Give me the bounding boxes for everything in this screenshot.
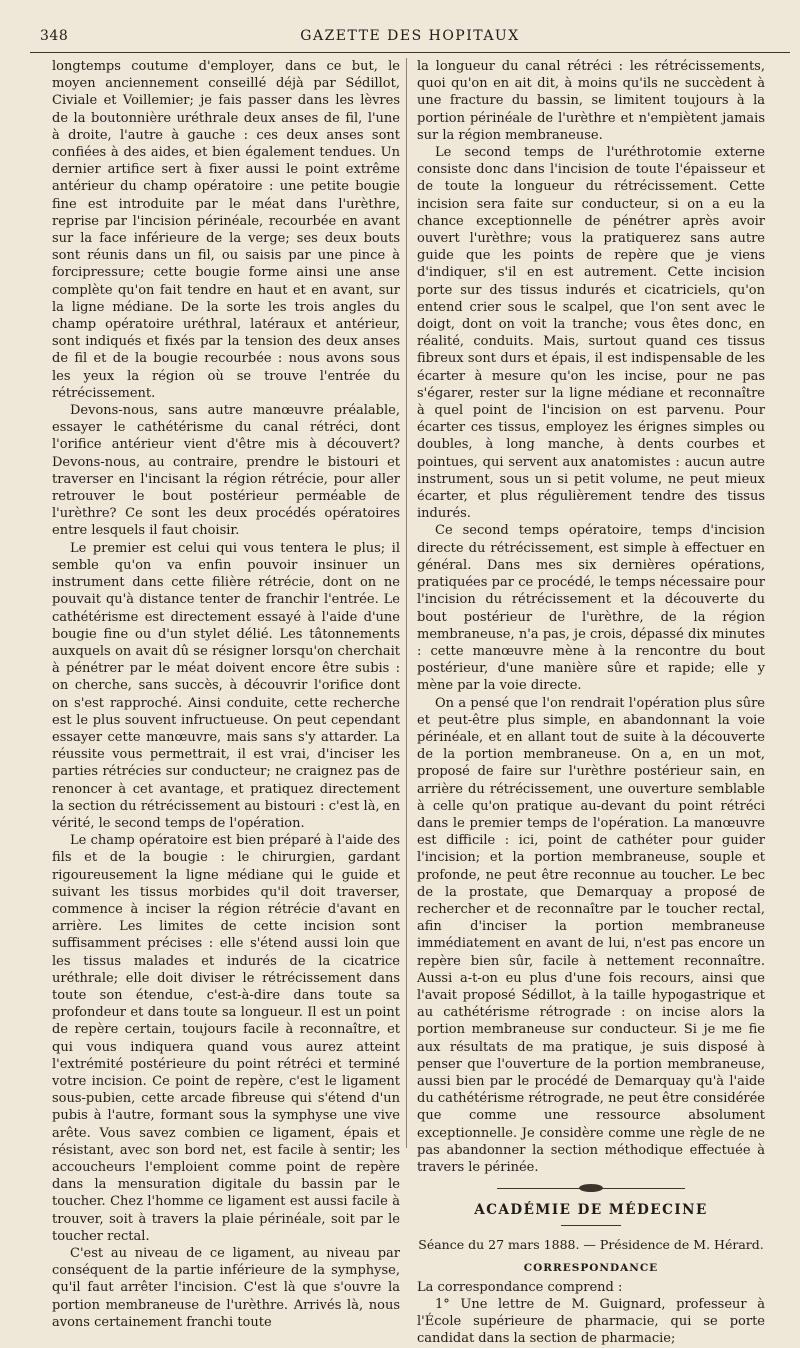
right-column	[417, 58, 765, 1348]
paragraph: longtemps coutume d'employer, dans ce but, le moyen anciennement conseillé déjà par Sédillot, Civiale et Voillemier; je fais passer dans les lèvres de la boutonnière uréthrale deux anses de fil, l'une à droite, l'autre à gauche : ces deux anses sont confiées à des aides, et bien également tendues. Un dernier artifice sert à fixer aussi le point extrême antérieur du champ opératoire : une petite bougie fine est introduite par le méat dans l'urèthre, reprise par l'incision périnéale, recourbée en avant sur la face inférieure de la verge; ses deux bouts sont réunis dans un fil, ou saisis par une pince à forcipressure; cette bougie forme ainsi une anse complète qu'on fait tendre en haut et en avant, sur la ligne médiane. De la sorte les trois angles du champ opératoire uréthral, latéraux et antérieur, sont indiqués et fixés par la tension des deux anses de fil et de la bougie recourbée : nous avons sous les yeux la région où se trouve l'entrée du rétrécissement.	[52, 59, 400, 401]
paragraph: Ce second temps opératoire, temps d'incision directe du rétrécissement, est simple à effectuer en général. Dans mes six dernières opérations, pratiquées par ce procédé, le temps nécessaire pour l'incision du rétrécissement et la découverte du bout postérieur de l'urèthre, de la région membraneuse, n'a pas, je crois, dépassé dix minutes : cette manœuvre mène à la rencontre du bout postérieur, d'une manière sûre et rapide; elle y mène par la voie directe.	[417, 523, 765, 694]
column-divider	[406, 58, 407, 1148]
session-line: Séance du 27 mars 1888. — Présidence de M. Hérard.	[418, 1237, 764, 1253]
paragraph: 1° Une lettre de M. Guignard, professeur à l'École supérieure de pharmacie, qui se porte candidat dans la section de pharmacie;	[417, 1297, 765, 1347]
section-separator	[417, 1176, 765, 1202]
paragraph: Le champ opératoire est bien préparé à l'aide des fils et de la bougie : le chirurgien, gardant rigoureusement la ligne médiane qui le guide et suivant les tissus morbides qu'il doit traverser, commence à inciser la région rétrécie d'avant en arrière. Les limites de cette incision sont suffisamment précises : elle s'étend aussi loin que les tissus malades et indurés de la cicatrice uréthrale; elle doit diviser le rétrécissement dans toute son étendue, c'est-à-dire dans toute sa profondeur et dans toute sa longueur. Il est un point de repère certain, toujours facile à reconnaître, et qui vous indiquera quand vous aurez atteint l'extrémité postérieure du point rétréci et terminé votre incision. Ce point de repère, c'est le ligament sous-pubien, cette arcade fibreuse qui s'étend d'un pubis à l'autre, formant sous la symphyse une vive arête. Vous savez combien ce ligament, épais et résistant, avec son bord net, est facile à sentir; les accoucheurs l'emploient comme point de repère dans la mensuration digitale du bassin par le toucher. Chez l'homme ce ligament est aussi facile à trouver, soit à travers la plaie périnéale, soit par le toucher rectal.	[52, 833, 400, 1244]
paragraph: Devons-nous, sans autre manœuvre préalable, essayer le cathétérisme du canal rétréci, dont l'orifice antérieur vient d'être mis à découvert? Devons-nous, au contraire, prendre le bistouri et traverser en l'incisant la région rétrécie, pour aller retrouver le bout postérieur perméable de l'urèthre? Ce sont les deux procédés opératoires entre lesquels il faut choisir.	[52, 403, 400, 539]
header-rule	[30, 52, 790, 53]
section-title: ACADÉMIE DE MÉDECINE	[474, 1202, 708, 1219]
correspondence-heading: CORRESPONDANCE	[523, 1261, 659, 1274]
separator-ornament	[579, 1184, 603, 1192]
left-column	[52, 58, 400, 1331]
paragraph: C'est au niveau de ce ligament, au niveau par conséquent de la partie inférieure de la symphyse, qu'il faut arrêter l'incision. C'est là que s'ouvre la portion membraneuse de l'urèthre. Arrivés là, nous avons certainement franchi toute	[52, 1246, 400, 1330]
running-title: GAZETTE DES HOPITAUX	[300, 28, 520, 44]
paragraph: la longueur du canal rétréci : les rétrécissements, quoi qu'on en ait dit, à moins qu'ils ne succèdent à une fracture du bassin, se limitent toujours à la portion périnéale de l'urèthre et n'empiètent jamais sur la région membraneuse.	[417, 59, 765, 143]
paragraph: On a pensé que l'on rendrait l'opération plus sûre et peut-être plus simple, en abandonnant la voie périnéale, et en allant tout de suite à la découverte de la portion membraneuse. On a, en un mot, proposé de faire sur l'urèthre postérieur sain, en arrière du rétrécissement, une ouverture semblable à celle qu'on pratique au-devant du point rétréci dans le premier temps de l'opération. La manœuvre est difficile : ici, point de cathéter pour guider l'incision; et la portion membraneuse, souple et profonde, ne peut être reconnue au toucher. Le bec de la prostate, que Demarquay a proposé de rechercher et de reconnaître par le toucher rectal, afin d'inciser la portion membraneuse immédiatement en avant de lui, n'est pas encore un repère bien sûr, facile à nettement reconnaître. Aussi a-t-on eu plus d'une fois recours, ainsi que l'avait proposé Sédillot, à la taille hypogastrique et au cathétérisme rétrograde : on incise alors la portion membraneuse sur conducteur. Si je me fie aux résultats de ma pratique, je suis disposé à penser que l'ouverture de la portion membraneuse, aussi bien par le procédé de Demarquay qu'à l'aide du cathétérisme rétrograde, ne peut être considérée que comme une ressource absolument exceptionnelle. Je considère comme une règle de ne pas abandonner la section méthodique effectuée à travers le périnée.	[417, 695, 765, 1175]
paragraph: La correspondance comprend :	[417, 1279, 623, 1295]
page-header	[30, 26, 790, 48]
paragraph: Le premier est celui qui vous tentera le plus; il semble qu'on va enfin pouvoir insinuer un instrument dans cette filière rétrécie, dont on ne pouvait qu'à distance tenter de franchir l'entrée. Le cathétérisme est directement essayé à l'aide d'une bougie fine ou d'un stylet délié. Les tâtonnements auxquels on avait dû se résigner lorsqu'on cherchait à pénétrer par le méat doivent encore être subis : on cherche, sans succès, à découvrir l'orifice dont on s'est rapproché. Ainsi conduite, cette recherche est le plus souvent infructueuse. On peut cependant essayer cette manœuvre, mais sans s'y attarder. La réussite vous permettrait, il est vrai, d'inciser les parties rétrécies sur conducteur; ne craignez pas de renoncer à cet avantage, et pratiquez directement la section du rétrécissement au bistouri : c'est là, en vérité, le second temps de l'opération.	[52, 540, 400, 831]
paragraph: Le second temps de l'uréthrotomie externe consiste donc dans l'incision de toute l'épaisseur et de toute la longueur du rétrécissement. Cette incision sera faite sur conducteur, si on a eu la chance exceptionnelle de pénétrer après avoir ouvert l'urèthre; vous la pratiquerez sans autre guide que les points de repère que je viens d'indiquer, s'il en est autrement. Cette incision porte sur des tissus indurés et cicatriciels, qu'on entend crier sous le scalpel, que l'on sent avec le doigt, dont on voit la tranche; vous êtes donc, en réalité, conduits. Mais, surtout quand ces tissus fibreux sont durs et épais, il est indispensable de les écarter à mesure qu'on les incise, pour ne pas s'égarer, rester sur la ligne médiane et reconnaître à quel point de l'incision on est parvenu. Pour écarter ces tissus, employez les érignes simples ou doubles, à long manche, à dents courbes et pointues, qui servent aux anatomistes : aucun autre instrument, sous un si petit volume, ne peut mieux écarter, et plus régulièrement tendre des tissus indurés.	[417, 145, 765, 522]
title-rule	[561, 1225, 621, 1226]
page-number: 348	[40, 28, 69, 44]
